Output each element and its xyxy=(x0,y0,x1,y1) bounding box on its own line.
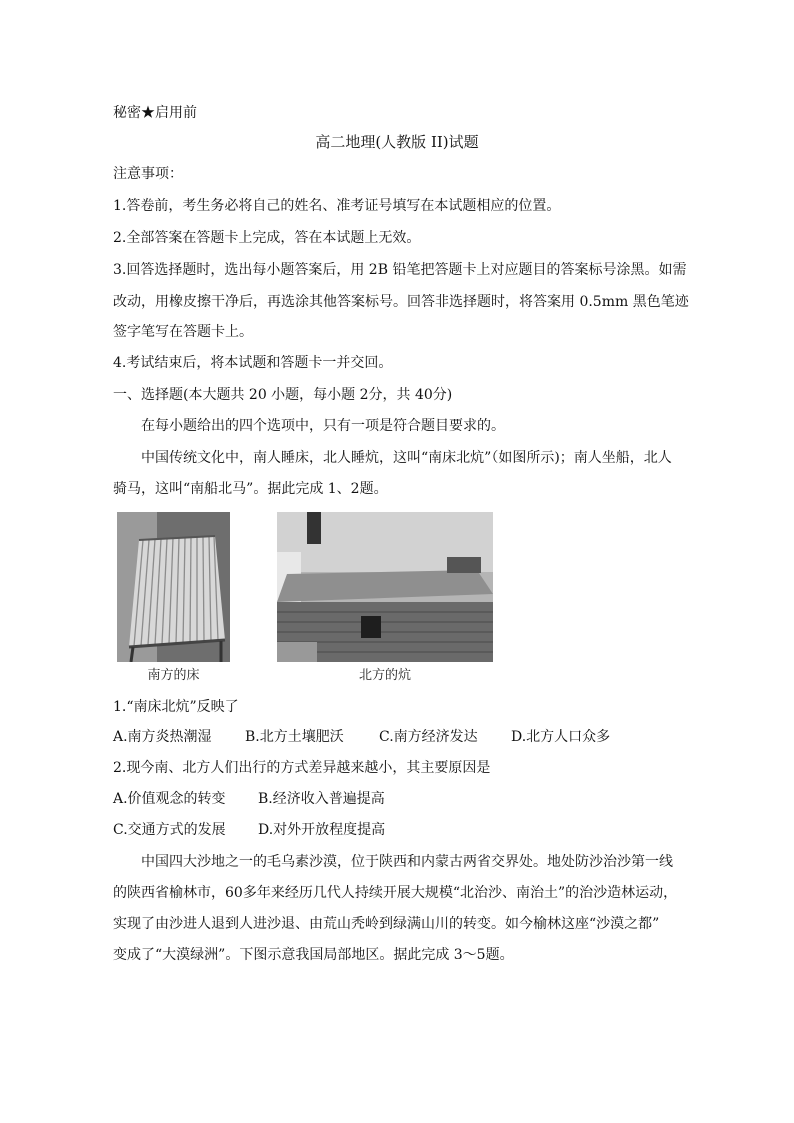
question-1-stem: 1.“南床北炕”反映了 xyxy=(113,699,239,715)
notice-item-2: 2.全部答案在答题卡上完成，答在本试题上无效。 xyxy=(113,230,421,246)
q2-option-d[interactable]: D.对外开放程度提高 xyxy=(258,822,386,838)
section-heading: 一、选择题(本大题共 20 小题，每小题 2分，共 40分) xyxy=(113,387,453,403)
q2-option-c[interactable]: C.交通方式的发展 xyxy=(113,822,226,838)
question-1-options xyxy=(113,727,610,747)
notice-item-1: 1.答卷前，考生务必将自己的姓名、准考证号填写在本试题相应的位置。 xyxy=(113,198,561,214)
notice-item-3: 3.回答选择题时，选出每小题答案后，用 2B 铅笔把答题卡上对应题目的答案标号涂黑。如需 xyxy=(113,262,687,278)
northern-kang-photo xyxy=(277,512,493,662)
notice-item-4: 4.考试结束后，将本试题和答题卡一并交回。 xyxy=(113,355,393,371)
passage1-line1: 中国传统文化中，南人睡床，北人睡炕，这叫“南床北炕”（如图所示)；南人坐船，北人 xyxy=(141,450,672,466)
q1-option-a[interactable]: A.南方炎热潮湿 xyxy=(113,729,212,745)
question-2-options-row2 xyxy=(113,820,385,840)
southern-bed-photo xyxy=(117,512,230,662)
page-title: 高二地理(人教版 II)试题 xyxy=(315,133,479,151)
passage2-line4: 变成了“大漠绿洲”。下图示意我国局部地区。据此完成 3～5题。 xyxy=(113,947,514,963)
q2-option-a[interactable]: A.价值观念的转变 xyxy=(113,791,226,807)
q1-option-c[interactable]: C.南方经济发达 xyxy=(379,729,478,745)
secret-label: 秘密★启用前 xyxy=(113,105,197,121)
passage2-line1: 中国四大沙地之一的毛乌素沙漠，位于陕西和内蒙古两省交界处。地处防沙治沙第一线 xyxy=(141,854,673,870)
notice-item-3-cont: 改动，用橡皮擦干净后，再选涂其他答案标号。回答非选择题时，将答案用 0.5mm 黑色笔迹 xyxy=(113,294,689,310)
q1-option-d[interactable]: D.北方人口众多 xyxy=(511,729,611,745)
section-instruction: 在每小题给出的四个选项中，只有一项是符合题目要求的。 xyxy=(141,418,505,434)
question-2-stem: 2.现今南、北方人们出行的方式差异越来越小，其主要原因是 xyxy=(113,760,491,776)
question-2-options-row1 xyxy=(113,789,385,809)
notice-heading: 注意事项： xyxy=(113,166,183,182)
bed-illustration xyxy=(117,512,230,662)
southern-bed-caption: 南方的床 xyxy=(147,668,200,683)
northern-kang-caption: 北方的炕 xyxy=(358,668,411,683)
passage2-line2: 的陕西省榆林市，60多年来经历几代人持续开展大规模“北治沙、南治土”的治沙造林运动， xyxy=(113,885,678,901)
notice-item-3-end: 签字笔写在答题卡上。 xyxy=(113,324,253,340)
kang-illustration xyxy=(277,512,493,662)
q2-option-b[interactable]: B.经济收入普遍提高 xyxy=(258,791,385,807)
passage1-line2: 骑马，这叫“南船北马”。据此完成 1、2题。 xyxy=(113,481,388,497)
q1-option-b[interactable]: B.北方土壤肥沃 xyxy=(245,729,344,745)
passage2-line3: 实现了由沙进人退到人进沙退、由荒山秃岭到绿满山川的转变。如今榆林这座“沙漠之都” xyxy=(113,916,660,932)
